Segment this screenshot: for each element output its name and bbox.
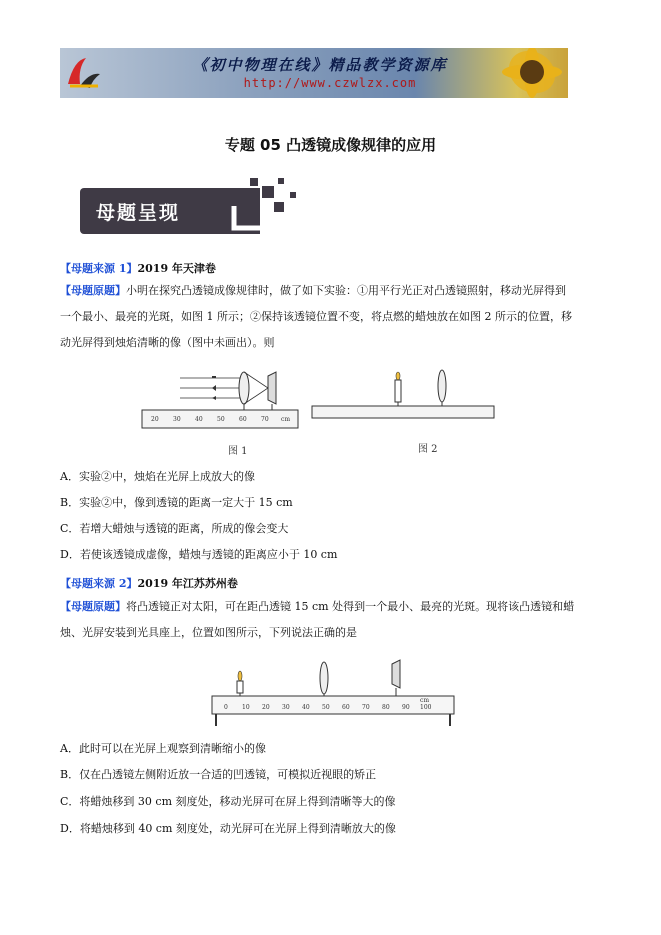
- q2-tick-10: 10: [242, 704, 250, 711]
- q2-tick-30: 30: [282, 704, 290, 711]
- fig1-tick-50: 50: [217, 416, 225, 423]
- q2-option-d[interactable]: D．将蜡烛移到 40 cm 刻度处，动光屏可在光屏上得到清晰放大的像: [60, 822, 396, 835]
- q2-source-text: 2019 年江苏苏州卷: [137, 577, 238, 590]
- q2-tick-100: 100: [420, 704, 432, 711]
- q2-option-c[interactable]: C．将蜡烛移到 30 cm 刻度处，移动光屏可在屏上得到清晰等大的像: [60, 795, 396, 808]
- fig1-unit-cm: cm: [281, 416, 291, 423]
- fig1-tick-60: 60: [239, 416, 247, 423]
- q1-line1: 小明在探究凸透镜成像规律时，做了如下实验：①用平行光正对凸透镜照射，移动光屏得到: [126, 284, 566, 297]
- fig1-tick-70: 70: [261, 416, 269, 423]
- q2-tick-50: 50: [322, 704, 330, 711]
- figure-1-label: 图 1: [228, 446, 248, 457]
- q1-option-b[interactable]: B．实验②中，像到透镜的距离一定大于 15 cm: [60, 496, 293, 509]
- q1-option-a[interactable]: A．实验②中，烛焰在光屏上成放大的像: [60, 470, 255, 483]
- banner-url[interactable]: http://www.czwlzx.com: [243, 76, 417, 90]
- banner-title: 《初中物理在线》精品教学资源库: [192, 56, 448, 74]
- q1-source-tag: 【母题来源 1】: [60, 262, 138, 275]
- document-title: 专题 05 凸透镜成像规律的应用: [224, 136, 437, 154]
- q2-stem-line2: 烛、光屏安装到光具座上，位置如图所示，下列说法正确的是: [60, 626, 357, 639]
- q2-tick-0: 0: [224, 704, 228, 711]
- q2-source-tag: 【母题来源 2】: [60, 577, 138, 590]
- q2-figure-optical-bench: [206, 654, 460, 728]
- figure-2-optical-bench: [310, 368, 496, 420]
- q2-option-b[interactable]: B．仅在凸透镜左侧附近放一合适的凹透镜，可模拟近视眼的矫正: [60, 768, 377, 781]
- q2-option-a[interactable]: A．此时可以在光屏上观察到清晰缩小的像: [60, 742, 266, 755]
- q1-stem-line1: [60, 284, 566, 298]
- logo-icon: [64, 54, 104, 92]
- q1-source: [60, 260, 216, 276]
- badge-decoration-icon: [228, 176, 300, 240]
- q1-option-c[interactable]: C．若增大蜡烛与透镜的距离，所成的像会变大: [60, 522, 289, 535]
- fig1-tick-30: 30: [173, 416, 181, 423]
- q2-tick-90: 90: [402, 704, 410, 711]
- q2-tick-80: 80: [382, 704, 390, 711]
- q2-line1: 将凸透镜正对太阳，可在距凸透镜 15 cm 处得到一个最小、最亮的光斑。现将该凸透镜和蜡: [126, 600, 575, 613]
- header-banner: [60, 48, 568, 98]
- q1-prompt-tag: 【母题原题】: [60, 284, 126, 297]
- q1-stem-line3: 动光屏得到烛焰清晰的像（图中未画出）。则: [60, 336, 275, 349]
- sunflower-icon: [492, 48, 568, 98]
- q1-stem-line2: 一个最小、最亮的光斑，如图 1 所示；②保持该透镜位置不变，将点燃的蜡烛放在如图 2 所示的位置，移: [60, 310, 572, 323]
- section-badge-label: 母题呈现: [96, 202, 181, 224]
- fig1-tick-40: 40: [195, 416, 203, 423]
- q1-source-text: 2019 年天津卷: [137, 262, 216, 275]
- fig1-tick-20: 20: [151, 416, 159, 423]
- q2-unit-cm: cm: [420, 697, 430, 704]
- q2-stem-line1: [60, 600, 574, 614]
- figure-2-label: 图 2: [418, 444, 438, 455]
- q2-tick-20: 20: [262, 704, 270, 711]
- q2-tick-60: 60: [342, 704, 350, 711]
- q2-source: [60, 575, 238, 591]
- q1-option-d[interactable]: D．若使该透镜成虚像，蜡烛与透镜的距离应小于 10 cm: [60, 548, 338, 561]
- q2-tick-70: 70: [362, 704, 370, 711]
- q2-prompt-tag: 【母题原题】: [60, 600, 126, 613]
- q2-tick-40: 40: [302, 704, 310, 711]
